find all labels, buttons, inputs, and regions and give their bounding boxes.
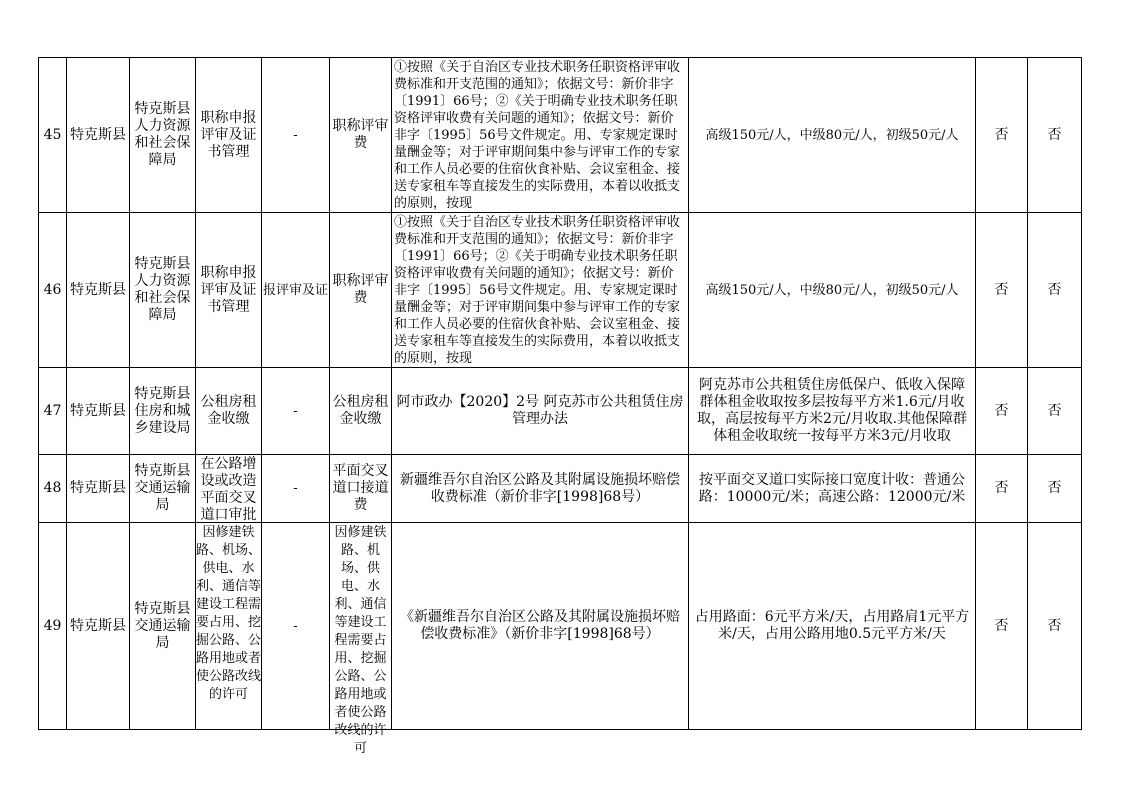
department-cell: 特克斯县人力资源和社会保障局 <box>130 213 196 368</box>
standard-cell: 阿克苏市公共租赁住房低保户、低收入保障群体租金收取按多层按每平方米1.6元/月收取，高层按每平方米2元/月收取.其他保障群体租金收取统一按每平方米3元/月收取 <box>689 368 976 455</box>
basis-cell: 阿市政办【2020】2号 阿克苏市公共租赁住房管理办法 <box>392 368 689 455</box>
sub-item-cell: - <box>262 368 330 455</box>
county-cell: 特克斯县 <box>67 58 130 213</box>
basis-cell: 新疆维吾尔自治区公路及其附属设施损坏赔偿收费标准（新价非字[1998]68号） <box>392 455 689 523</box>
row-number: 48 <box>39 455 67 523</box>
fee-name-cell: 职称评审费 <box>330 213 392 368</box>
county-cell: 特克斯县 <box>67 455 130 523</box>
standard-cell: 高级150元/人，中级80元/人，初级50元/人 <box>689 58 976 213</box>
standard-cell: 占用路面：6元平方米/天，占用路肩1元平方米/天，占用公路用地0.5元平方米/天 <box>689 523 976 730</box>
sub-item-cell: - <box>262 58 330 213</box>
county-cell: 特克斯县 <box>67 368 130 455</box>
table-row <box>39 368 1082 455</box>
flag-cell-2: 否 <box>1028 523 1082 730</box>
basis-cell: ①按照《关于自治区专业技术职务任职资格评审收费标准和开支范围的通知》；依据文号：新价非字〔1991〕66号；②《关于明确专业技术职务任职资格评审收费有关问题的通知》；依据文号：新价非字〔1995〕56号文件规定。用、专家规定课时量酬金等；对于评审期间集中参与评审工作的专家和工作人员必要的住宿伙食补贴、会议室租金、接送专家租车等直接发生的实际费用，本着以收抵支的原则，按现 <box>392 213 689 368</box>
flag-cell-1: 否 <box>976 213 1028 368</box>
department-cell: 特克斯县人力资源和社会保障局 <box>130 58 196 213</box>
row-number: 45 <box>39 58 67 213</box>
fee-name-cell: 因修建铁路、机场、供电、水利、通信等建设工程需要占用、挖掘公路、公路用地或者使公路改线的许可 <box>330 523 392 730</box>
fee-table <box>38 57 1082 756</box>
sub-item-cell: - <box>262 455 330 523</box>
flag-cell-2: 否 <box>1028 58 1082 213</box>
fee-name-cell: 平面交叉道口接道费 <box>330 455 392 523</box>
table-row <box>39 213 1082 368</box>
table-row <box>39 523 1082 730</box>
flag-cell-2: 否 <box>1028 213 1082 368</box>
standard-cell: 高级150元/人，中级80元/人，初级50元/人 <box>689 213 976 368</box>
flag-cell-1: 否 <box>976 368 1028 455</box>
basis-cell: 《新疆维吾尔自治区公路及其附属设施损坏赔偿收费标准》（新价非字[1998]68号） <box>392 523 689 730</box>
fee-name-cell: 公租房租金收缴 <box>330 368 392 455</box>
flag-cell-1: 否 <box>976 58 1028 213</box>
item-cell: 因修建铁路、机场、供电、水利、通信等建设工程需要占用、挖掘公路、公路用地或者使公路改线的许可 <box>196 523 262 730</box>
department-cell: 特克斯县住房和城乡建设局 <box>130 368 196 455</box>
department-cell: 特克斯县交通运输局 <box>130 455 196 523</box>
sub-item-cell: - <box>262 523 330 730</box>
standard-cell: 按平面交叉道口实际接口宽度计收：普通公路：10000元/米；高速公路：12000元/米 <box>689 455 976 523</box>
sub-item-cell: 报评审及证 <box>262 213 330 368</box>
row-number: 46 <box>39 213 67 368</box>
fee-name-cell: 职称评审费 <box>330 58 392 213</box>
flag-cell-2: 否 <box>1028 455 1082 523</box>
county-cell: 特克斯县 <box>67 523 130 730</box>
flag-cell-2: 否 <box>1028 368 1082 455</box>
item-cell: 公租房租金收缴 <box>196 368 262 455</box>
table-row <box>39 58 1082 213</box>
department-cell: 特克斯县交通运输局 <box>130 523 196 730</box>
item-cell: 职称申报评审及证书管理 <box>196 58 262 213</box>
basis-cell: ①按照《关于自治区专业技术职务任职资格评审收费标准和开支范围的通知》；依据文号：新价非字〔1991〕66号；②《关于明确专业技术职务任职资格评审收费有关问题的通知》；依据文号：新价非字〔1995〕56号文件规定。用、专家规定课时量酬金等；对于评审期间集中参与评审工作的专家和工作人员必要的住宿伙食补贴、会议室租金、接送专家租车等直接发生的实际费用，本着以收抵支的原则，按现 <box>392 58 689 213</box>
county-cell: 特克斯县 <box>67 213 130 368</box>
flag-cell-1: 否 <box>976 455 1028 523</box>
flag-cell-1: 否 <box>976 523 1028 730</box>
table-row <box>39 455 1082 523</box>
item-cell: 在公路增设或改造平面交叉道口审批 <box>196 455 262 523</box>
item-cell: 职称申报评审及证书管理 <box>196 213 262 368</box>
row-number: 49 <box>39 523 67 730</box>
row-number: 47 <box>39 368 67 455</box>
